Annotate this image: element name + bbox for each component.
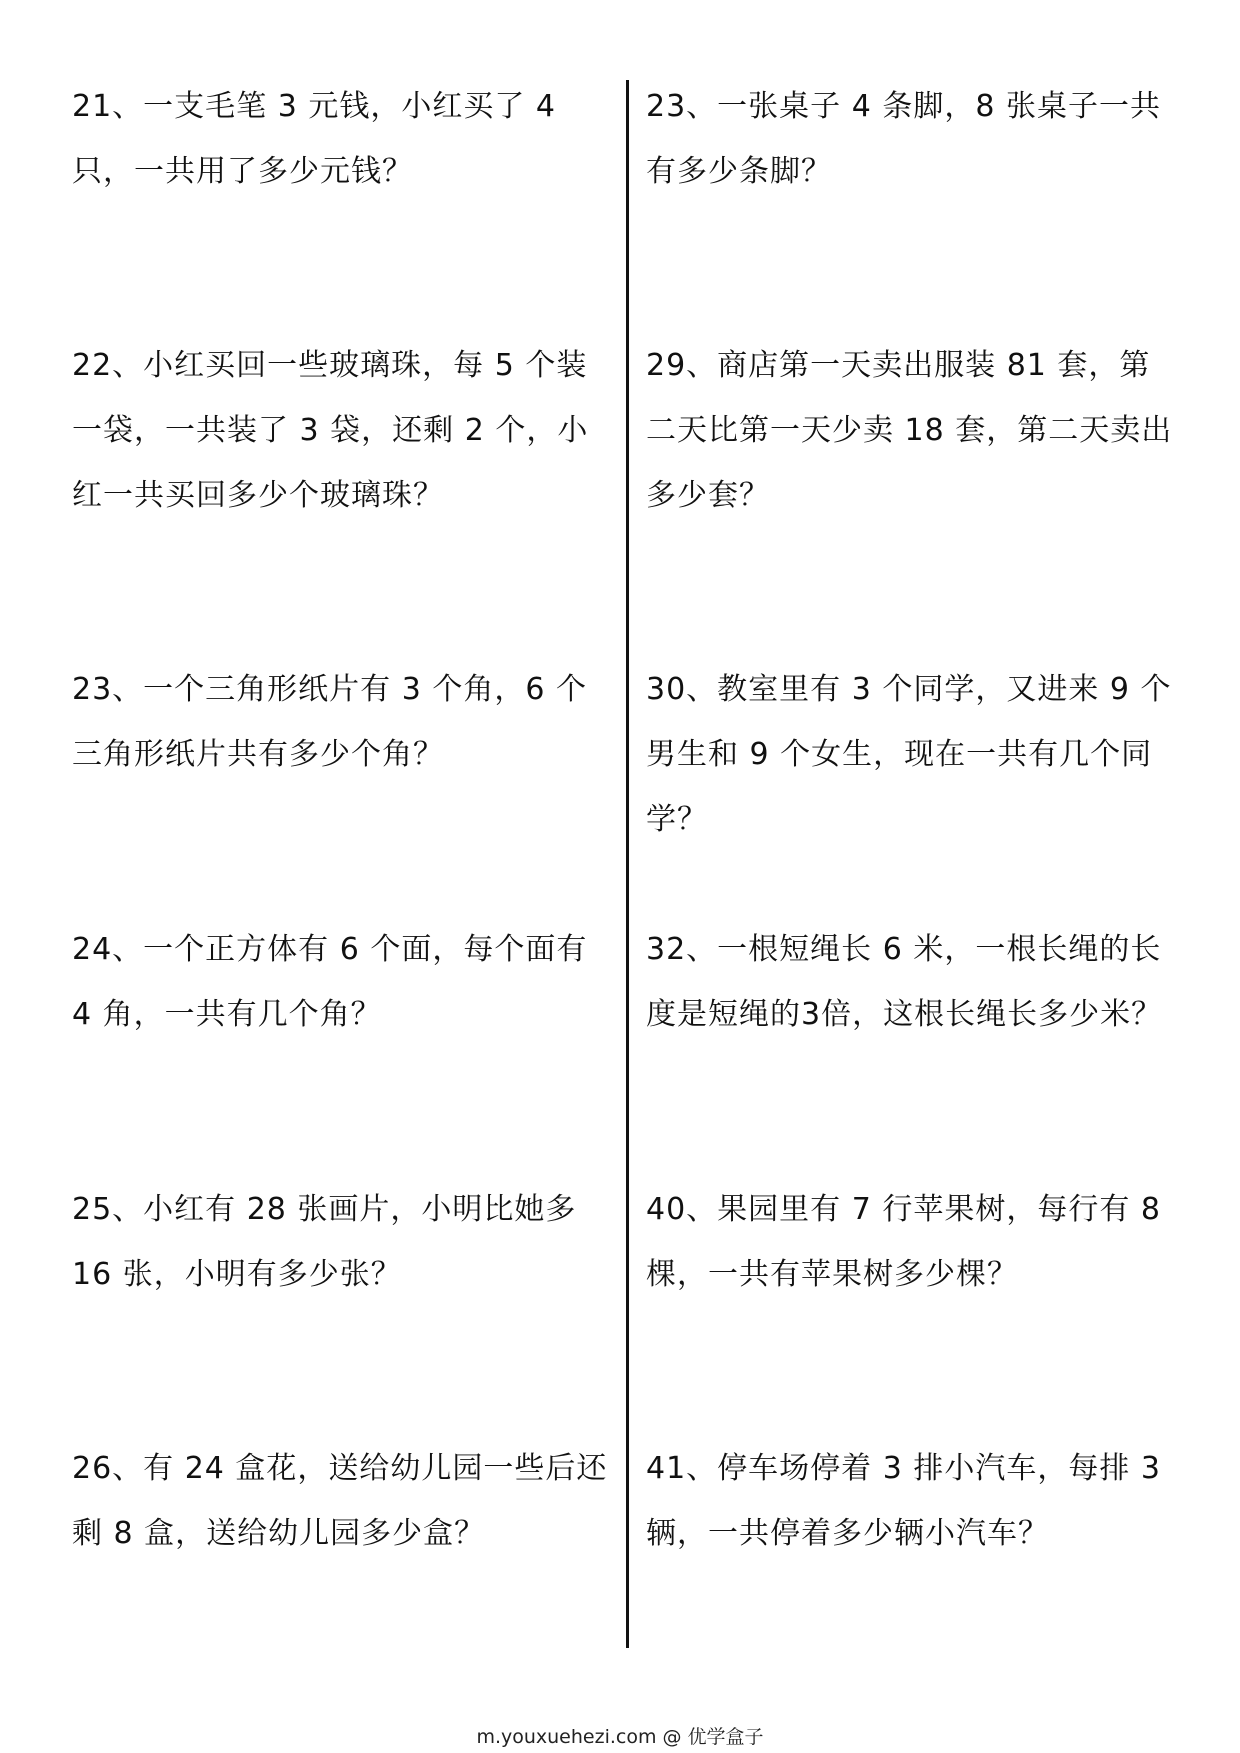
problem-32: 32、一根短绳长 6 米，一根长绳的长度是短绳的3倍，这根长绳长多少米？ (646, 932, 1163, 1032)
problem-21: 21、一支毛笔 3 元钱，小红买了 4 只，一共用了多少元钱？ (72, 89, 556, 189)
column-divider (626, 80, 629, 1648)
problem-29: 29、商店第一天卖出服装 81 套，第二天比第一天少卖 18 套，第二天卖出多少套？ (646, 348, 1173, 513)
problem-41: 41、停车场停着 3 排小汽车，每排 3 辆，一共停着多少辆小汽车？ (646, 1451, 1161, 1551)
problem-24: 24、一个正方体有 6 个面，每个面有 4 角，一共有几个角？ (72, 932, 588, 1032)
problem-40: 40、果园里有 7 行苹果树，每行有 8 棵，一共有苹果树多少棵？ (646, 1192, 1161, 1292)
problem-25: 25、小红有 28 张画片，小明比她多 16 张，小明有多少张？ (72, 1192, 577, 1292)
footer-watermark: m.youxuehezi.com @ 优学盒子 (476, 1726, 764, 1748)
problem-26: 26、有 24 盒花，送给幼儿园一些后还剩 8 盒，送给幼儿园多少盒？ (72, 1451, 608, 1551)
problem-23-triangle: 23、一个三角形纸片有 3 个角，6 个三角形纸片共有多少个角？ (72, 672, 587, 772)
problem-22: 22、小红买回一些玻璃珠，每 5 个装一袋，一共装了 3 袋，还剩 2 个，小红一共买回多少个玻璃珠？ (72, 348, 589, 513)
problem-30: 30、教室里有 3 个同学，又进来 9 个男生和 9 个女生，现在一共有几个同学？ (646, 672, 1172, 837)
problem-23-table: 23、一张桌子 4 条脚，8 张桌子一共有多少条脚？ (646, 89, 1161, 189)
